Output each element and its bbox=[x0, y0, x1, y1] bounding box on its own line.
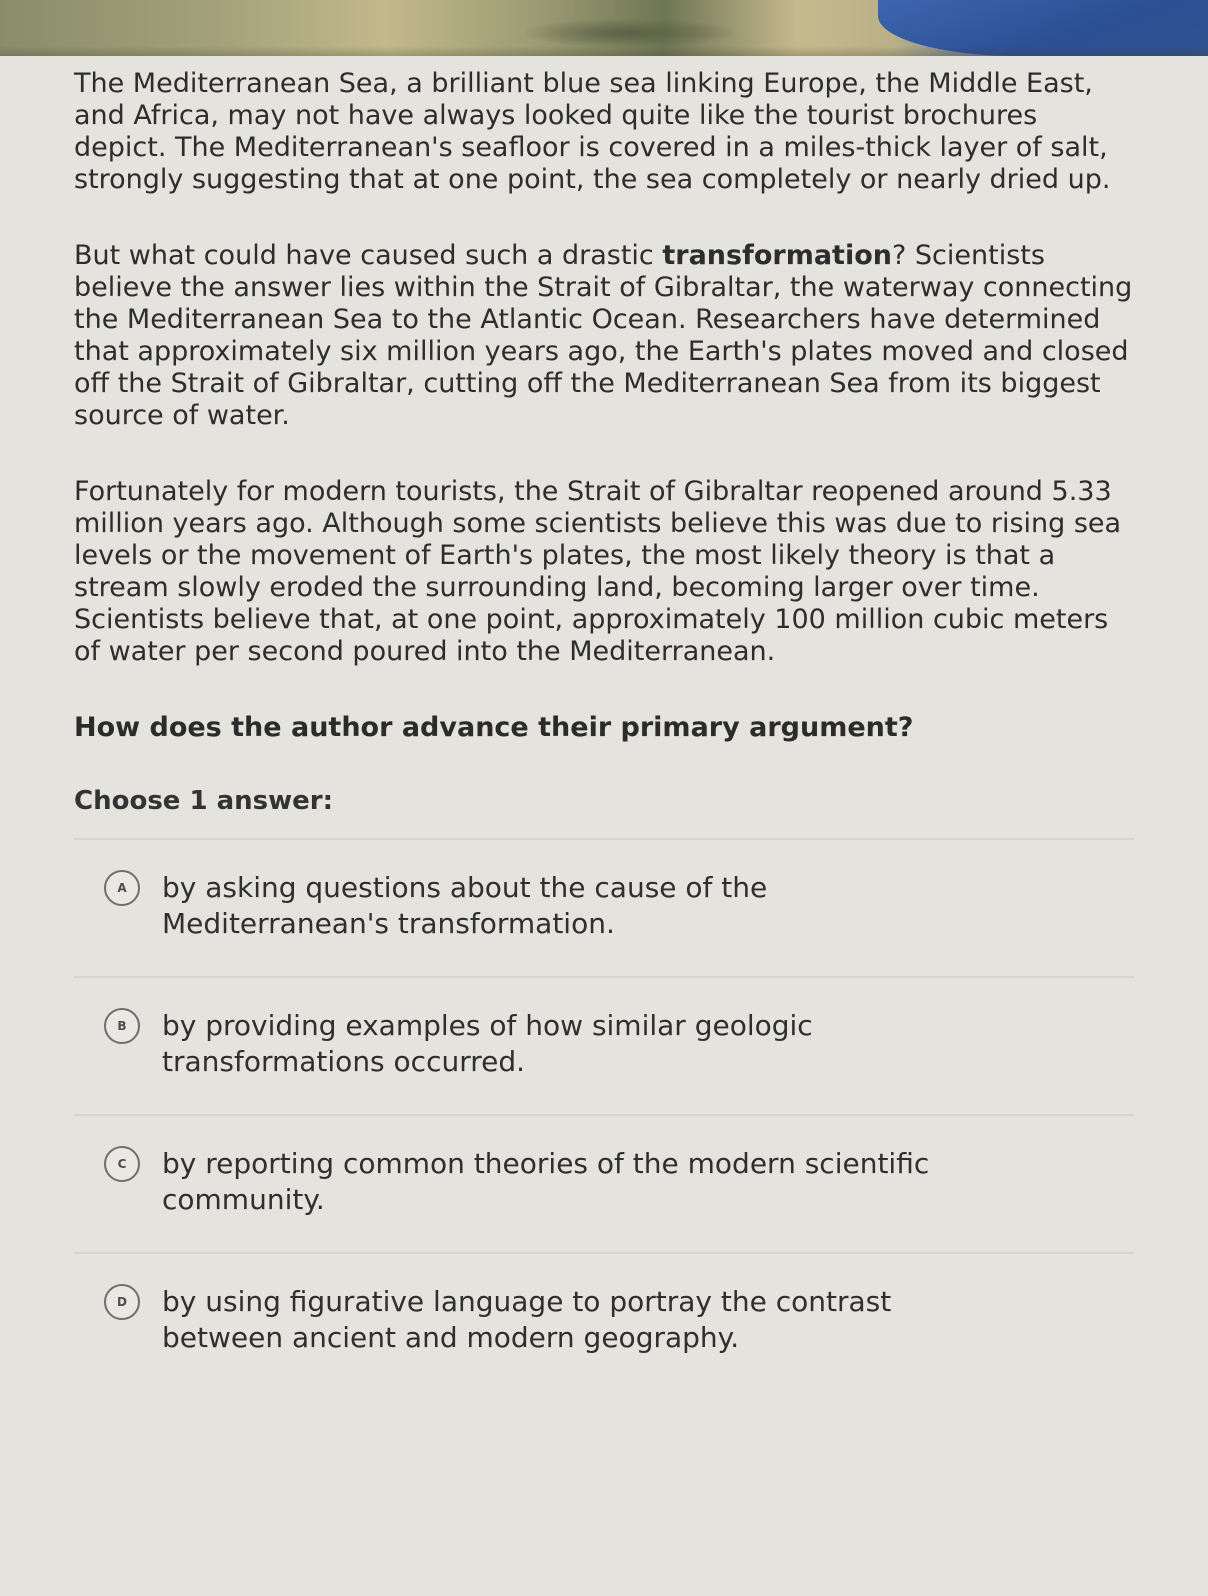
answer-options bbox=[74, 838, 1134, 1390]
question-prompt: How does the author advance their primary argument? bbox=[74, 712, 914, 743]
passage-paragraph-1: The Mediterranean Sea, a brilliant blue sea linking Europe, the Middle East, and Africa, may not have always looked quite like the tourist brochures depict. The Mediterranean's seafloor is covered in a miles-thick layer of salt, strongly suggesting that at one point, the sea completely or nearly dried up. bbox=[74, 68, 1111, 195]
answer-option-a[interactable] bbox=[74, 838, 1134, 976]
passage-paragraph-2: But what could have caused such a drastic transformation? Scientists believe the answer lies within the Strait of Gibraltar, the waterway connecting the Mediterranean Sea to the Atlantic Ocean. Researchers have determined that approximately six million years ago, the Earth's plates moved and closed off the Strait of Gibraltar, cutting off the Mediterranean Sea from its biggest source of water. bbox=[74, 240, 1133, 431]
answer-option-d[interactable] bbox=[74, 1252, 1134, 1390]
answer-text-d: by using figurative language to portray the contrast between ancient and modern geography. bbox=[162, 1285, 892, 1354]
answer-text-c: by reporting common theories of the modern scientific community. bbox=[162, 1147, 930, 1216]
passage-paragraph-3: Fortunately for modern tourists, the Strait of Gibraltar reopened around 5.33 million years ago. Although some scientists believe this was due to rising sea levels or the movement of Earth's plates, the most likely theory is that a stream slowly eroded the surrounding land, becoming larger over time. Scientists believe that, at one point, approximately 100 million cubic meters of water per second poured into the Mediterranean. bbox=[74, 476, 1122, 667]
header-photo bbox=[0, 0, 1208, 56]
answer-option-b[interactable] bbox=[74, 976, 1134, 1114]
answer-text-a: by asking questions about the cause of the Mediterranean's transformation. bbox=[162, 871, 768, 940]
radio-circle-c[interactable]: C bbox=[104, 1146, 140, 1182]
vocab-word: transformation bbox=[662, 240, 892, 271]
exercise-content bbox=[74, 68, 1134, 1390]
radio-circle-b[interactable]: B bbox=[104, 1008, 140, 1044]
radio-circle-d[interactable]: D bbox=[104, 1284, 140, 1320]
radio-circle-a[interactable]: A bbox=[104, 870, 140, 906]
answer-option-c[interactable] bbox=[74, 1114, 1134, 1252]
choose-label: Choose 1 answer: bbox=[74, 786, 334, 816]
answer-text-b: by providing examples of how similar geologic transformations occurred. bbox=[162, 1009, 813, 1078]
